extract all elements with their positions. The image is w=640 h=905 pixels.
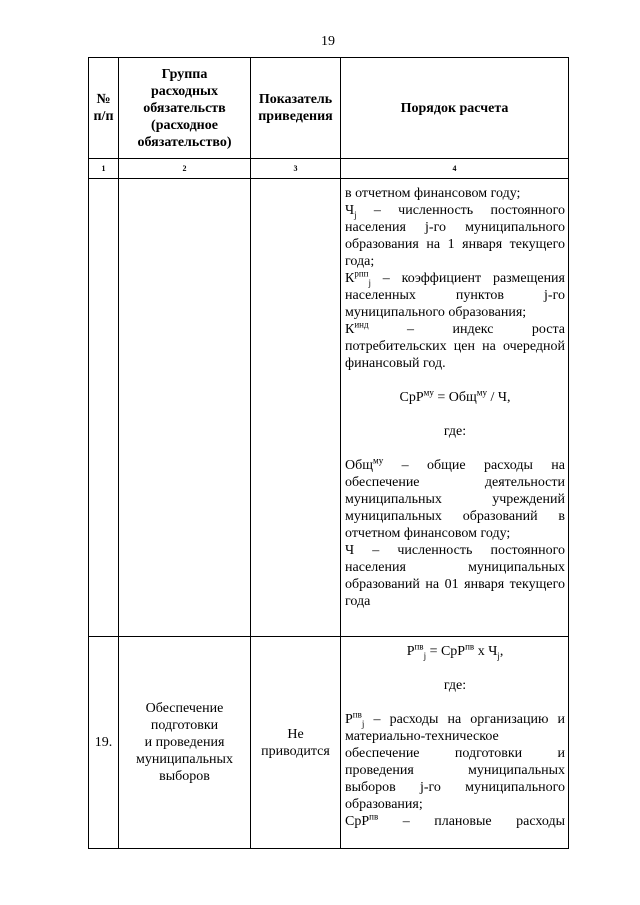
text-segment: СрР (345, 814, 370, 829)
group-text: подготовки (150, 718, 219, 733)
text-segment: – индекс роста потребительских цен на очередной финансовый год. (345, 322, 565, 371)
formula-line (345, 643, 565, 660)
text-segment: – расходы на организацию и материально-техническое обеспечение подготовки и проведения муниципальных выборов j-го муниципального образования; (345, 712, 565, 812)
text-segment: СрР (399, 390, 424, 405)
calc-paragraph (345, 202, 565, 270)
header-text: приведения (258, 109, 333, 124)
row-indicator-cell (251, 637, 341, 849)
header-text: п/п (93, 109, 114, 124)
group-text: муниципальных (136, 752, 233, 767)
row-group-cell (119, 179, 251, 637)
row-num-cell: 19. (89, 637, 119, 849)
row-group-cell (119, 637, 251, 849)
table-row (89, 179, 569, 637)
calc-paragraph (345, 711, 565, 813)
column-number: 3 (251, 159, 341, 179)
header-text: обязательство) (137, 134, 232, 150)
text-segment: Р (406, 644, 415, 659)
header-text: обязательств (143, 100, 226, 116)
text-segment: – плановые расходы (378, 814, 565, 829)
calc-paragraph (345, 457, 565, 542)
subscript: j (368, 277, 371, 288)
header-indicator-cell (251, 58, 341, 159)
text-segment: где: (443, 424, 467, 439)
column-number: 1 (89, 159, 119, 179)
calculation-table (88, 57, 569, 849)
header-num-cell (89, 58, 119, 159)
text-segment: К (345, 271, 355, 286)
calc-text (341, 179, 568, 636)
text-segment: , (499, 644, 504, 659)
table-header-row (89, 58, 569, 159)
text-segment: / Ч, (486, 390, 511, 405)
row-calc-cell (341, 179, 569, 637)
superscript: му (423, 387, 434, 398)
row-num-cell (89, 179, 119, 637)
header-text: (расходное (151, 117, 218, 133)
row-indicator-cell (251, 179, 341, 637)
calc-paragraph (345, 185, 565, 202)
text-segment: = СрР (426, 644, 466, 659)
page-number: 19 (321, 34, 335, 49)
column-number: 4 (341, 159, 569, 179)
subscript: j (497, 650, 500, 661)
text-segment: Р (345, 712, 353, 727)
calc-paragraph (345, 813, 565, 830)
subscript: j (354, 209, 357, 220)
superscript: рпп (354, 268, 369, 279)
indicator-text: Не (287, 726, 304, 742)
column-number-row (89, 159, 569, 179)
text-segment: Общ (345, 458, 374, 473)
header-group-cell (119, 58, 251, 159)
superscript: пв (414, 641, 424, 652)
text-segment: К (345, 322, 355, 337)
text-segment: Ч (345, 203, 355, 218)
text-segment: х Ч (474, 644, 498, 659)
table-row (89, 637, 569, 849)
header-text: Группа (161, 66, 208, 82)
text-segment: – общие расходы на обеспечение деятельности муниципальных учреждений муниципальных образований в отчетном финансовом году; (345, 458, 565, 541)
superscript: пв (352, 709, 362, 720)
calc-paragraph (345, 542, 565, 610)
text-segment: = Общ (433, 390, 477, 405)
row-calc-cell (341, 637, 569, 849)
superscript: му (476, 387, 487, 398)
indicator-text: приводится (261, 743, 330, 759)
column-number: 2 (119, 159, 251, 179)
superscript: му (373, 455, 384, 466)
group-text: Обеспечение (145, 701, 224, 716)
text-segment: где: (443, 678, 467, 693)
group-text: выборов (159, 769, 210, 784)
text-segment: – численность постоянного населения j-го муниципального образования на 1 января текущего года; (345, 203, 565, 269)
subscript: j (423, 650, 427, 661)
superscript: инд (354, 319, 369, 330)
subscript: j (361, 718, 365, 729)
calc-paragraph (345, 270, 565, 321)
superscript: пв (465, 641, 475, 652)
superscript: пв (369, 811, 379, 822)
header-text: № (96, 92, 111, 107)
header-text: расходных (151, 83, 218, 99)
group-text: и проведения (144, 735, 225, 750)
header-text: Показатель (258, 92, 333, 107)
text-segment: Ч – численность постоянного населения муниципальных образований на 01 января текущего года (345, 543, 565, 609)
calc-paragraph (345, 321, 565, 372)
header-calc-cell: Порядок расчета (341, 58, 569, 159)
calc-text (341, 637, 568, 848)
formula-line (345, 677, 565, 694)
text-segment: – коэффициент размещения населенных пунктов j-го муниципального образования; (345, 271, 565, 320)
formula-line (345, 389, 565, 406)
text-segment: в отчетном финансовом году; (345, 186, 521, 201)
formula-line (345, 423, 565, 440)
